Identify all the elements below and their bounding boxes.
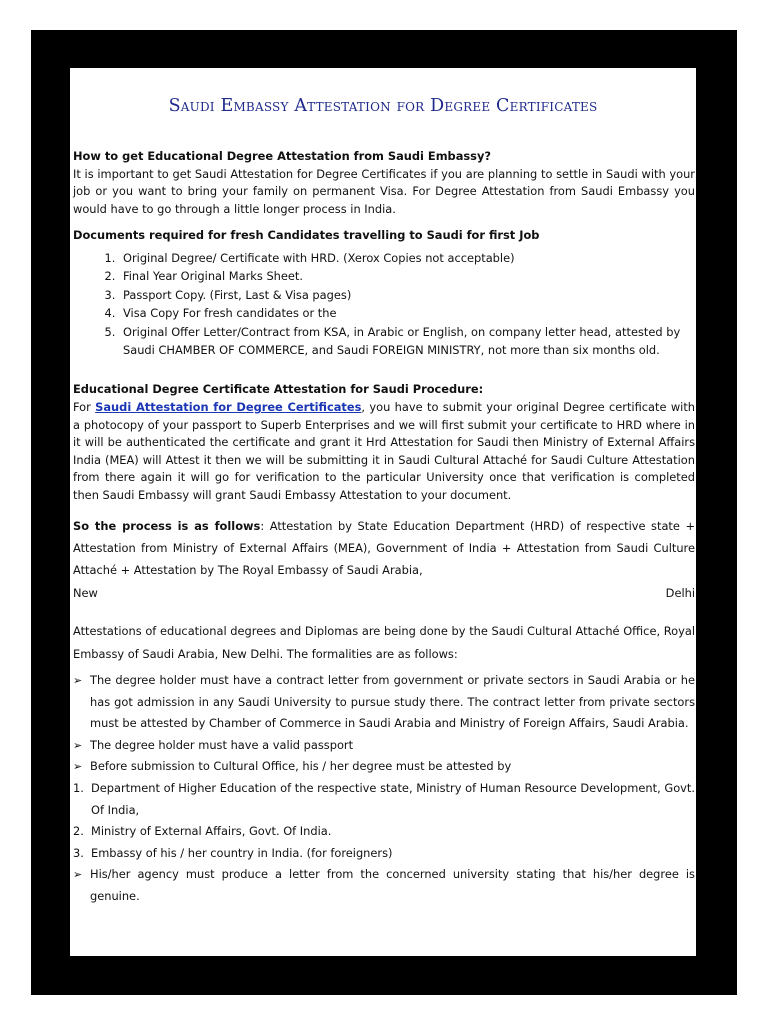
list-item: 3. Passport Copy. (First, Last & Visa pages): [119, 286, 695, 304]
intro-paragraph: It is important to get Saudi Attestation for Degree Certificates if you are planning to settle in Saudi with your job or you want to bring your family on permanent Visa. For Degree Attestation from Saudi Embassy you would have to go through a little longer process in India.: [73, 166, 695, 216]
document-page: [70, 68, 696, 956]
numbered-text: Embassy of his / her country in India. (for foreigners): [91, 845, 393, 860]
section-heading-how-to: How to get Educational Degree Attestation from Saudi Embassy?: [73, 149, 491, 163]
bullet-text: The degree holder must have a valid passport: [90, 737, 354, 752]
bullet-item: [73, 735, 695, 757]
process-label: So the process is as follows: [73, 518, 261, 533]
item-number: 3.: [73, 845, 84, 860]
arrow-bullet-icon: ➢: [73, 738, 83, 752]
bullet-text: The degree holder must have a contract letter from government or private sectors in Saudi Arabia or he has got admission in any Saudi University to pursue study there. The contract letter from private sectors must be attested by Chamber of Commerce in Saudi Arabia and Ministry of Foreign Affairs, Saudi Arabia.: [90, 673, 695, 731]
process-body: : Attestation by State Education Department (HRD) of respective state + Attestation from Ministry of External Affairs (MEA), Government of India + Attestation from Saudi Culture Attaché + Attestation by The Royal Embassy of Saudi Arabia,: [73, 518, 696, 578]
procedure-body: , you have to submit your original Degree certificate with a photocopy of your passport to Superb Enterprises and we will first submit your certificate to HRD where in it will be authenticated the certificate and grant it Hrd Attestation for Saudi then Ministry of External Affairs India (MEA) will Attest it then we will be submitting it in Saudi Cultural Attaché for Saudi Culture Attestation from there again it will go for verification to the particular University once that verification is completed then Saudi Embassy will grant Saudi Embassy Attestation to your document.: [73, 400, 696, 502]
section-heading-procedure: Educational Degree Certificate Attestation for Saudi Procedure:: [73, 382, 484, 397]
list-item: 4. Visa Copy For fresh candidates or the: [119, 304, 695, 322]
arrow-bullet-icon: ➢: [73, 674, 83, 687]
document-border: [31, 30, 737, 995]
numbered-text: Department of Higher Education of the respective state, Ministry of Human Resource Development, Govt. Of India,: [91, 780, 695, 817]
process-last-right: Delhi: [665, 585, 695, 600]
section-heading-documents: Documents required for fresh Candidates travelling to Saudi for first Job: [73, 228, 540, 243]
item-number: 1.: [73, 780, 84, 795]
numbered-text: Ministry of External Affairs, Govt. Of India.: [91, 824, 332, 839]
numbered-item: [73, 843, 695, 865]
bullet-item: [73, 670, 695, 735]
process-last-line: [73, 582, 695, 604]
formalities-intro: Attestations of educational degrees and Diplomas are being done by the Saudi Cultural Attaché Office, Royal Embassy of Saudi Arabia, New Delhi. The formalities are as follows:: [73, 624, 695, 661]
numbered-item: [73, 821, 695, 843]
list-item: 2. Final Year Original Marks Sheet.: [119, 267, 695, 285]
procedure-prefix: For: [73, 400, 96, 414]
arrow-bullet-icon: ➢: [73, 760, 83, 774]
procedure-paragraph: [73, 399, 695, 505]
bullet-item: [73, 756, 695, 778]
page-title: Saudi Embassy Attestation for Degree Certificates: [168, 96, 598, 116]
numbered-item: [73, 778, 695, 821]
arrow-bullet-icon: ➢: [73, 868, 83, 882]
process-last-left: New: [73, 585, 98, 600]
document-body: [73, 148, 695, 908]
bullet-text: Before submission to Cultural Office, his / her degree must be attested by: [90, 759, 512, 774]
bullet-text: His/her agency must produce a letter from the concerned university stating that his/her degree is genuine.: [90, 867, 695, 903]
process-paragraph: [73, 515, 695, 582]
documents-list: [73, 249, 695, 359]
saudi-attestation-link[interactable]: Saudi Attestation for Degree Certificates: [95, 400, 362, 414]
bullet-item: [73, 864, 695, 907]
list-item: 1. Original Degree/ Certificate with HRD. (Xerox Copies not acceptable): [119, 249, 695, 267]
item-number: 2.: [73, 824, 84, 839]
list-item: 5. Original Offer Letter/Contract from KSA, in Arabic or English, on company letter head, attested by Saudi CHAMBER OF COMMERCE, and Saudi FOREIGN MINISTRY, not more than six months old.: [119, 323, 695, 360]
